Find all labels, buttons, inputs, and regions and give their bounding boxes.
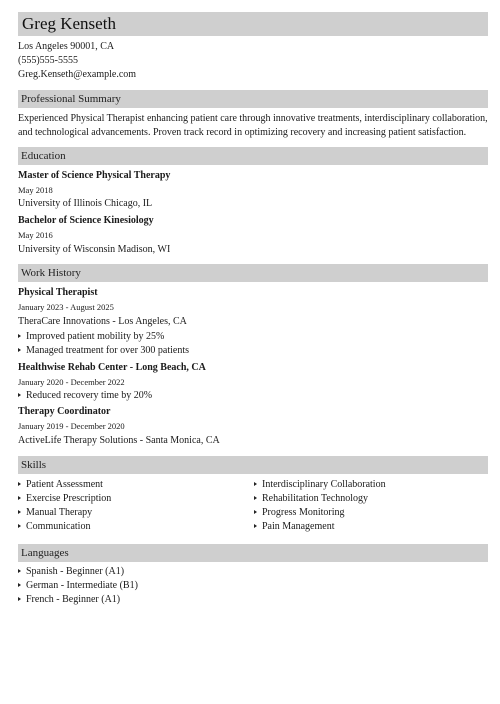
contact-phone: (555)555-5555 <box>18 55 78 66</box>
skill-item: Exercise Prescription <box>18 492 111 506</box>
bullet-icon <box>254 524 257 528</box>
skill-item: Pain Management <box>254 520 334 534</box>
skill-item: Rehabilitation Technology <box>254 492 368 506</box>
section-header-skills <box>18 456 488 474</box>
bullet-icon <box>18 583 21 587</box>
education-date: May 2018 <box>18 185 53 195</box>
section-title: Education <box>21 150 66 162</box>
name-header-bar <box>18 12 488 36</box>
bullet-icon <box>18 597 21 601</box>
job-dates: January 2019 - December 2020 <box>18 421 125 431</box>
job-dates: January 2020 - December 2022 <box>18 377 125 387</box>
language-item: French - Beginner (A1) <box>18 593 120 607</box>
section-header-languages <box>18 544 488 562</box>
bullet-icon <box>18 482 21 486</box>
language-item: German - Intermediate (B1) <box>18 579 138 593</box>
job-company: TheraCare Innovations - Los Angeles, CA <box>18 316 187 327</box>
job-dates: January 2023 - August 2025 <box>18 302 114 312</box>
section-header-education <box>18 147 488 165</box>
bullet-icon <box>18 393 21 397</box>
skill-item: Manual Therapy <box>18 506 92 520</box>
education-date: May 2016 <box>18 230 53 240</box>
skill-item: Patient Assessment <box>18 478 103 492</box>
contact-email: Greg.Kenseth@example.com <box>18 69 137 80</box>
language-item: Spanish - Beginner (A1) <box>18 565 124 579</box>
education-school: University of Illinois Chicago, IL <box>18 198 153 209</box>
section-title: Skills <box>21 459 47 471</box>
section-title: Languages <box>21 547 69 559</box>
education-degree: Bachelor of Science Kinesiology <box>18 215 154 226</box>
education-school: University of Wisconsin Madison, WI <box>18 244 171 255</box>
bullet-icon <box>254 510 257 514</box>
bullet-icon <box>18 496 21 500</box>
job-company: ActiveLife Therapy Solutions - Santa Monica, CA <box>18 435 220 446</box>
education-degree: Master of Science Physical Therapy <box>18 170 171 181</box>
contact-location: Los Angeles 90001, CA <box>18 41 115 52</box>
section-header-summary <box>18 90 488 108</box>
skill-item: Communication <box>18 520 90 534</box>
list-item: Reduced recovery time by 20% <box>18 389 152 403</box>
job-title: Therapy Coordinator <box>18 406 111 417</box>
bullet-icon <box>254 496 257 500</box>
bullet-icon <box>18 569 21 573</box>
section-title: Professional Summary <box>21 93 121 105</box>
bullet-icon <box>18 524 21 528</box>
list-item: Improved patient mobility by 25% <box>18 330 164 344</box>
bullet-icon <box>18 348 21 352</box>
summary-text: Experienced Physical Therapist enhancing patient care through innovative treatments, interdisciplinary collaboration, and technological advancements. Proven track record in optimizing recovery and increasing patient satisfaction. <box>18 113 488 138</box>
bullet-icon <box>18 510 21 514</box>
section-title: Work History <box>21 267 81 279</box>
bullet-icon <box>254 482 257 486</box>
skill-item: Progress Monitoring <box>254 506 345 520</box>
job-title: Physical Therapist <box>18 287 98 298</box>
skill-item: Interdisciplinary Collaboration <box>254 478 386 492</box>
list-item: Managed treatment for over 300 patients <box>18 344 189 358</box>
candidate-name: Greg Kenseth <box>22 14 116 33</box>
job-title: Healthwise Rehab Center - Long Beach, CA <box>18 362 206 373</box>
bullet-icon <box>18 334 21 338</box>
section-header-work-history <box>18 264 488 282</box>
